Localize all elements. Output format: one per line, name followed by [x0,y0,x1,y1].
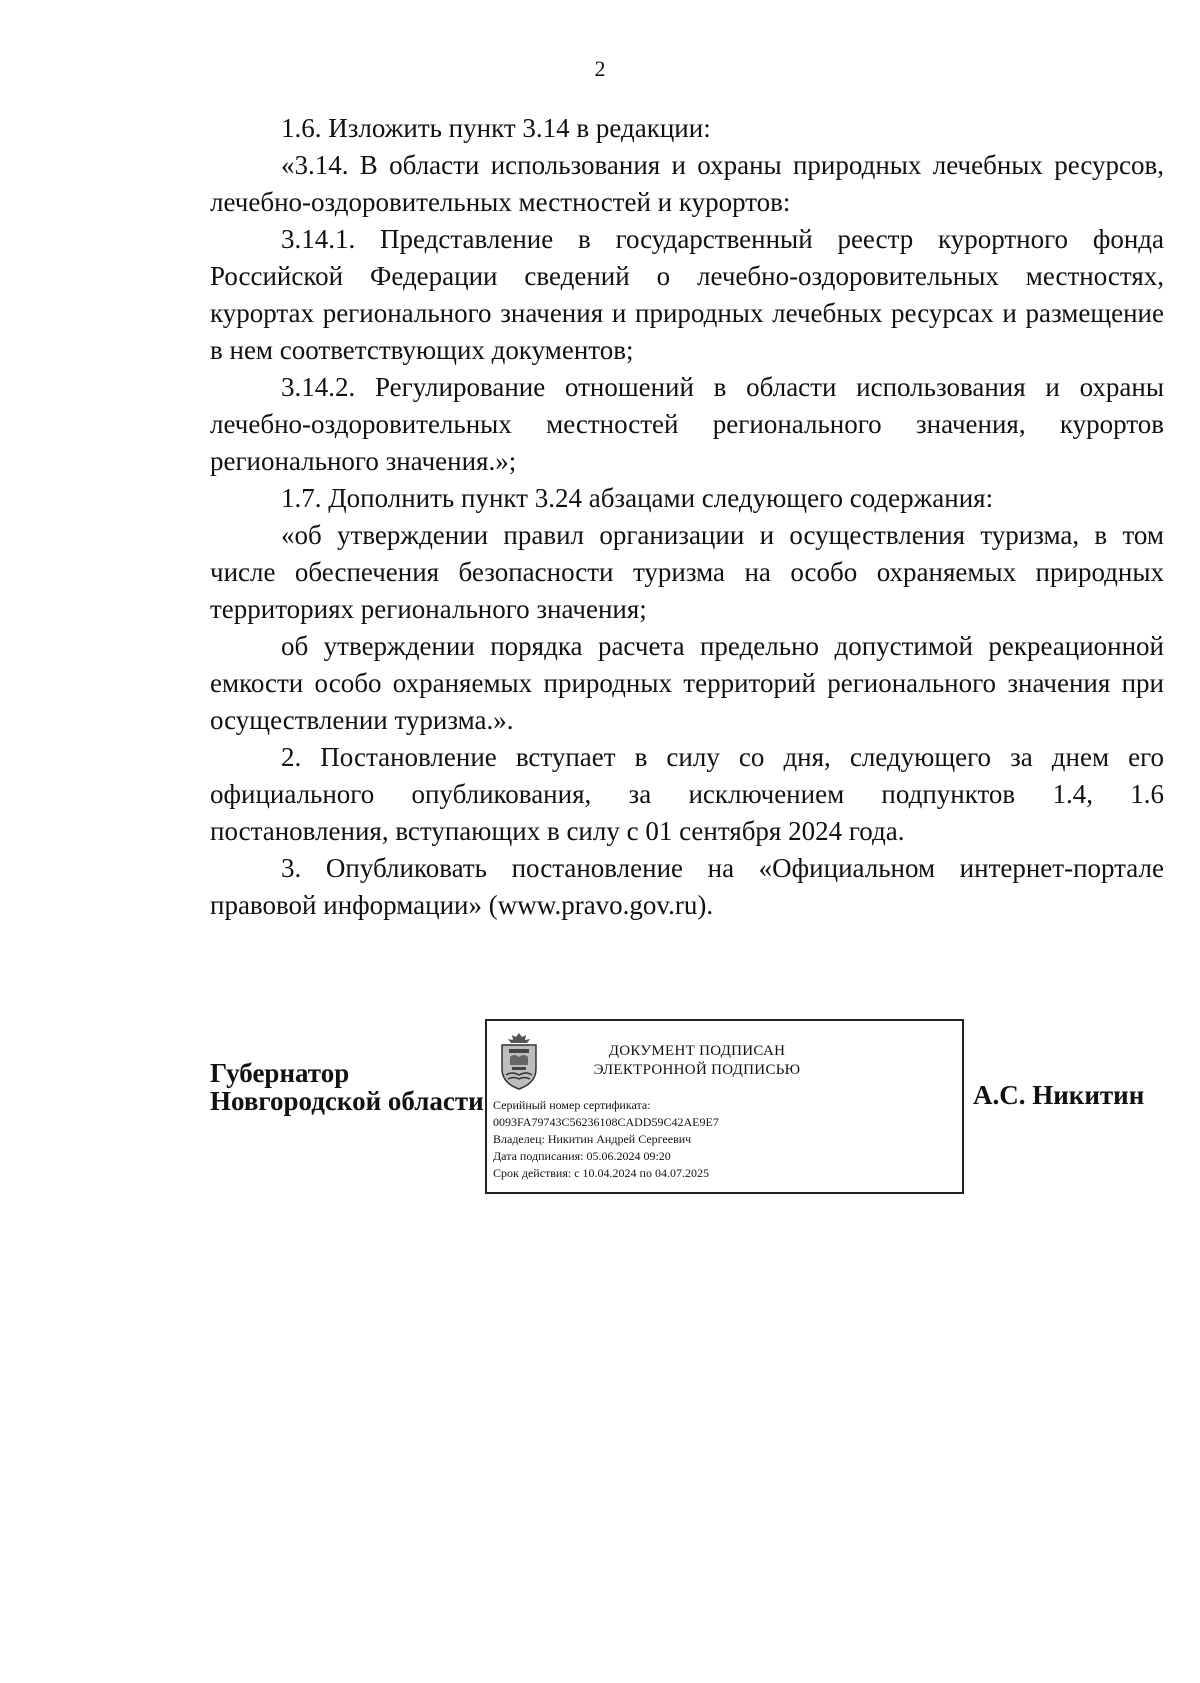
novgorod-coat-of-arms-icon [496,1031,542,1091]
paragraph-publication: 3. Опубликовать постановление на «Официальном интернет-портале правовой информации» (www.pravo.gov.ru). [210,853,1164,920]
certificate-serial-value: 0093FA79743C56236108CADD59C42AE9E7 [493,1115,719,1129]
signing-date: Дата подписания: 05.06.2024 09:20 [493,1149,671,1163]
signatory-title-line1: Губернатор [210,1058,350,1088]
certificate-validity: Срок действия: с 10.04.2024 по 04.07.2025 [493,1166,709,1180]
signatory-title-line2: Новгородской области [210,1086,484,1116]
stamp-header [567,1042,827,1080]
signatory-title [210,1059,484,1115]
paragraph-recreational-capacity: об утверждении порядка расчета предельно допустимой рекреационной емкости особо охраняемых природных территорий регионального значения при осуществлении туризма.». [210,631,1164,735]
paragraph-tourism-rules: «об утверждении правил организации и осуществления туризма, в том числе обеспечения безопасности туризма на особо охраняемых природных территориях регионального значения; [210,520,1164,624]
stamp-header-line2: ЭЛЕКТРОННОЙ ПОДПИСЬЮ [593,1062,801,1078]
certificate-owner: Владелец: Никитин Андрей Сергеевич [493,1132,692,1146]
paragraph-1-6: 1.6. Изложить пункт 3.14 в редакции: [281,113,711,143]
paragraph-3-14-1: 3.14.1. Представление в государственный реестр курортного фонда Российской Федерации сведений о лечебно-оздоровительных местностях, курортах регионального значения и природных лечебных ресурсах и размещение в нем соответствующих документов; [210,224,1164,365]
signatory-name: А.С. Никитин [973,1080,1145,1110]
page-number: 2 [594,56,606,81]
document-body [210,110,1164,924]
paragraph-3-14-2: 3.14.2. Регулирование отношений в области использования и охраны лечебно-оздоровительных местностей регионального значения, курортов регионального значения.»; [210,372,1164,476]
stamp-header-line1: ДОКУМЕНТ ПОДПИСАН [608,1043,786,1059]
stamp-details [493,1097,719,1182]
electronic-signature-stamp [485,1019,964,1194]
certificate-serial-label: Серийный номер сертификата: [493,1098,651,1112]
paragraph-3-14: «3.14. В области использования и охраны природных лечебных ресурсов, лечебно-оздоровительных местностей и курортов: [210,150,1164,217]
paragraph-1-7: 1.7. Дополнить пункт 3.24 абзацами следующего содержания: [281,483,994,513]
paragraph-effective-date: 2. Постановление вступает в силу со дня, следующего за днем его официального опубликования, за исключением подпунктов 1.4, 1.6 постановления, вступающих в силу с 01 сентября 2024 года. [210,742,1164,846]
